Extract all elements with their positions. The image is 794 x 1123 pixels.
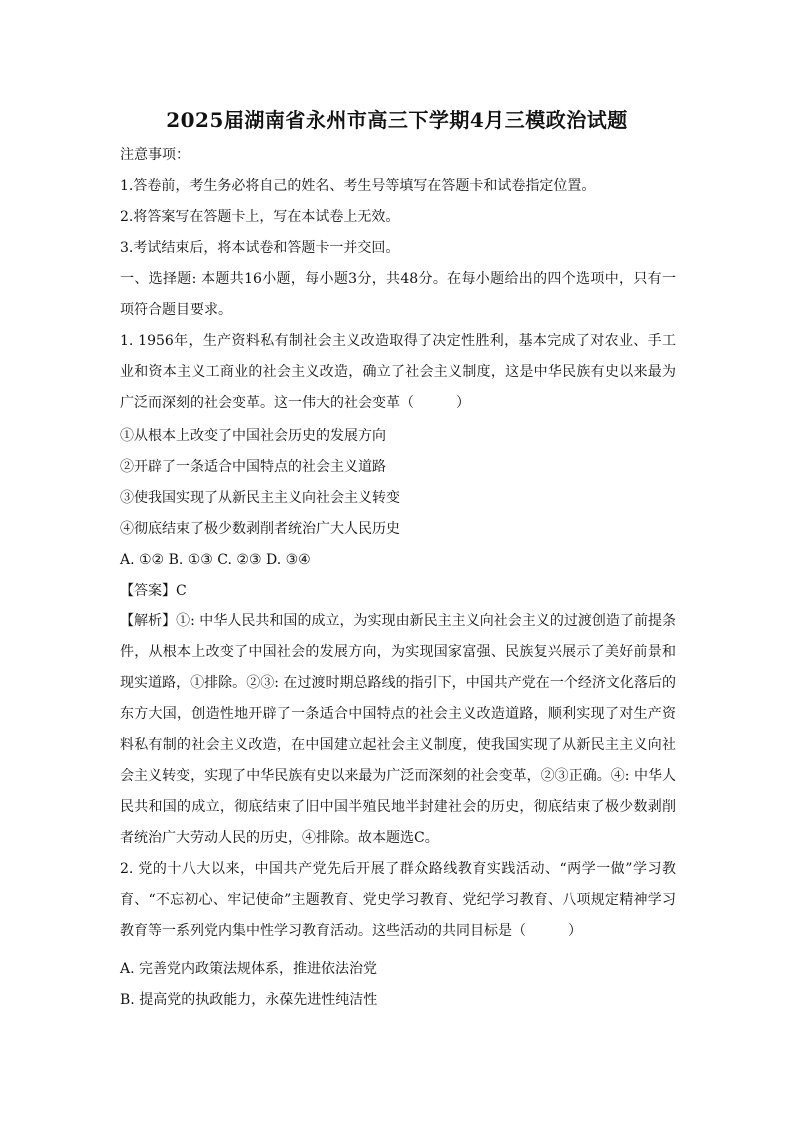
notice-item: 3.考试结束后，将本试卷和答题卡一并交回。	[120, 240, 400, 256]
question-1-analysis: 【解析】①: 中华人民共和国的成立，为实现由新民主主义向社会主义的过渡创造了前提条件，从根本上改变了中国社会的发展方向，为实现国家富强、民族复兴展示了美好前景和现实道路，①排除。②③: 在过渡时期总路线的指引下，中国共产党在一个经济文化落后的东方大国，创造性地开辟了一条适合中国特点的社会主义改造道路，顺利实现了对生产资料私有制的社会主义改造，在中国建立起社会主义制度，使我国实现了从新民主主义向社会主义转变，实现了中华民族有史以来最为广泛而深刻的社会变革，②③正确。④: 中华人民共和国的成立，彻底结束了旧中国半殖民地半封建社会的历史，彻底结束了极少数剥削者统治广大劳动人民的历史，④排除。故本题选C。	[120, 613, 676, 846]
page-title: 2025届湖南省永州市高三下学期4月三模政治试题	[166, 108, 628, 132]
question-1-option: ③使我国实现了从新民主主义向社会主义转变	[120, 490, 400, 506]
question-1-option: ①从根本上改变了中国社会历史的发展方向	[120, 428, 386, 444]
question-1-answer: 【答案】C	[120, 583, 187, 599]
notice-heading: 注意事项：	[120, 147, 190, 163]
question-2-option: A. 完善党内政策法规体系，推进依法治党	[120, 961, 378, 977]
question-1-option: ④彻底结束了极少数剥削者统治广大人民历史	[120, 521, 400, 537]
question-1-choices: A. ①② B. ①③ C. ②③ D. ③④	[120, 552, 311, 568]
section-heading: 一、选择题: 本题共16小题，每小题3分，共48分。在每小题给出的四个选项中，只有一项符合题目要求。	[120, 271, 676, 318]
question-1-stem: 1. 1956年，生产资料私有制社会主义改造取得了决定性胜利，基本完成了对农业、手工业和资本主义工商业的社会主义改造，确立了社会主义制度，这是中华民族有史以来最为广泛而深刻的社会变革。这一伟大的社会变革（ ）	[120, 333, 676, 411]
question-2-option: B. 提高党的执政能力，永葆先进性纯洁性	[120, 992, 378, 1008]
question-2-stem: 2. 党的十八大以来，中国共产党先后开展了群众路线教育实践活动、“两学一做”学习教育、“不忘初心、牢记使命”主题教育、党史学习教育、党纪学习教育、八项规定精神学习教育等一系列党内集中性学习教育活动。这些活动的共同目标是（ ）	[120, 861, 676, 939]
notice-item: 2.将答案写在答题卡上，写在本试卷上无效。	[120, 209, 400, 225]
notice-item: 1.答卷前，考生务必将自己的姓名、考生号等填写在答题卡和试卷指定位置。	[120, 178, 596, 194]
question-1-option: ②开辟了一条适合中国特点的社会主义道路	[120, 459, 386, 475]
